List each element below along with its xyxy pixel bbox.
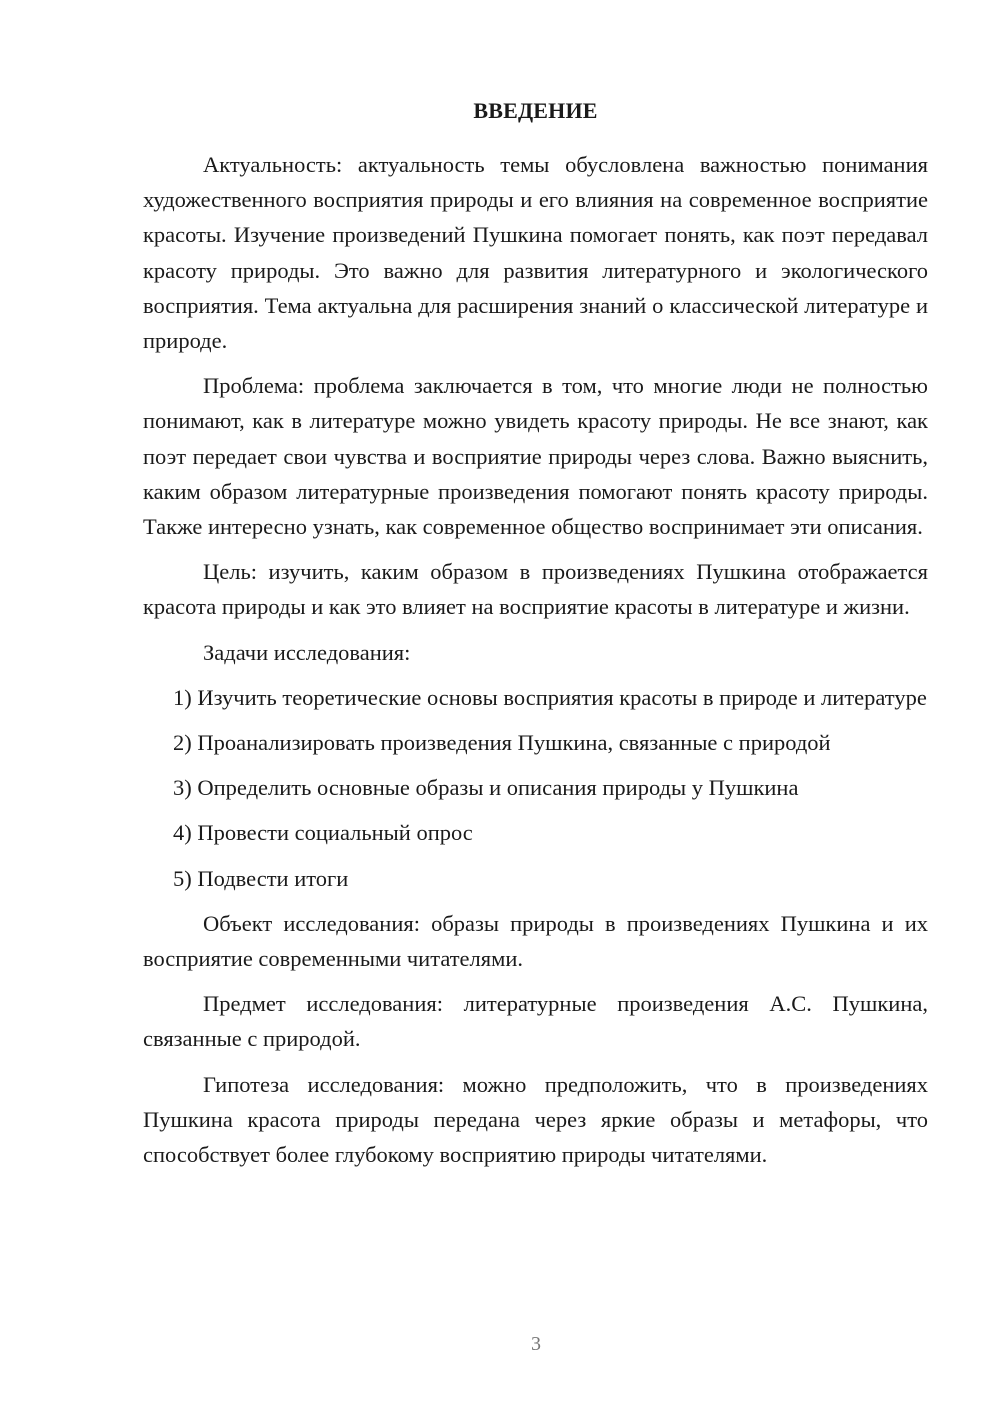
document-page bbox=[143, 95, 928, 1182]
tasks-heading: Задачи исследования: bbox=[203, 639, 411, 665]
tasks-list bbox=[143, 680, 928, 896]
task-item: 3) Определить основные образы и описания природы у Пушкина bbox=[173, 775, 799, 801]
subject-paragraph: Предмет исследования: литературные произведения А.С. Пушкина, связанные с природой. bbox=[143, 991, 928, 1052]
page-number: 3 bbox=[531, 1333, 541, 1355]
object-paragraph: Объект исследования: образы природы в произведениях Пушкина и их восприятие современными читателями. bbox=[143, 910, 928, 972]
task-item: 1) Изучить теоретические основы восприятия красоты в природе и литературе bbox=[173, 684, 927, 710]
goal-paragraph: Цель: изучить, каким образом в произведениях Пушкина отображается красота природы и как это влияет на восприятие красоты в литературе и жизни. bbox=[143, 559, 928, 620]
task-item: 5) Подвести итоги bbox=[173, 865, 349, 891]
hypothesis-paragraph: Гипотеза исследования: можно предположить, что в произведениях Пушкина красота природы передана через яркие образы и метафоры, что способствует более глубокому восприятию природы читателями. bbox=[143, 1071, 928, 1168]
task-item: 4) Провести социальный опрос bbox=[173, 820, 473, 846]
problem-paragraph: Проблема: проблема заключается в том, что многие люди не полностью понимают, как в литературе можно увидеть красоту природы. Не все знают, как поэт передает свои чувства и восприятие природы через слова. Важно выяснить, каким образом литературные произведения помогают понять красоту природы. Также интересно узнать, как современное общество воспринимает эти описания. bbox=[143, 373, 928, 540]
task-item: 2) Проанализировать произведения Пушкина, связанные с природой bbox=[173, 730, 831, 756]
section-heading: ВВЕДЕНИЕ bbox=[473, 98, 598, 123]
relevance-paragraph: Актуальность: актуальность темы обусловлена важностью понимания художественного восприятия природы и его влияния на современное восприятие красоты. Изучение произведений Пушкина помогает понять, как поэт передавал красоту природы. Это важно для развития литературного и экологического восприятия. Тема актуальна для расширения знаний о классической литературе и природе. bbox=[143, 152, 928, 354]
